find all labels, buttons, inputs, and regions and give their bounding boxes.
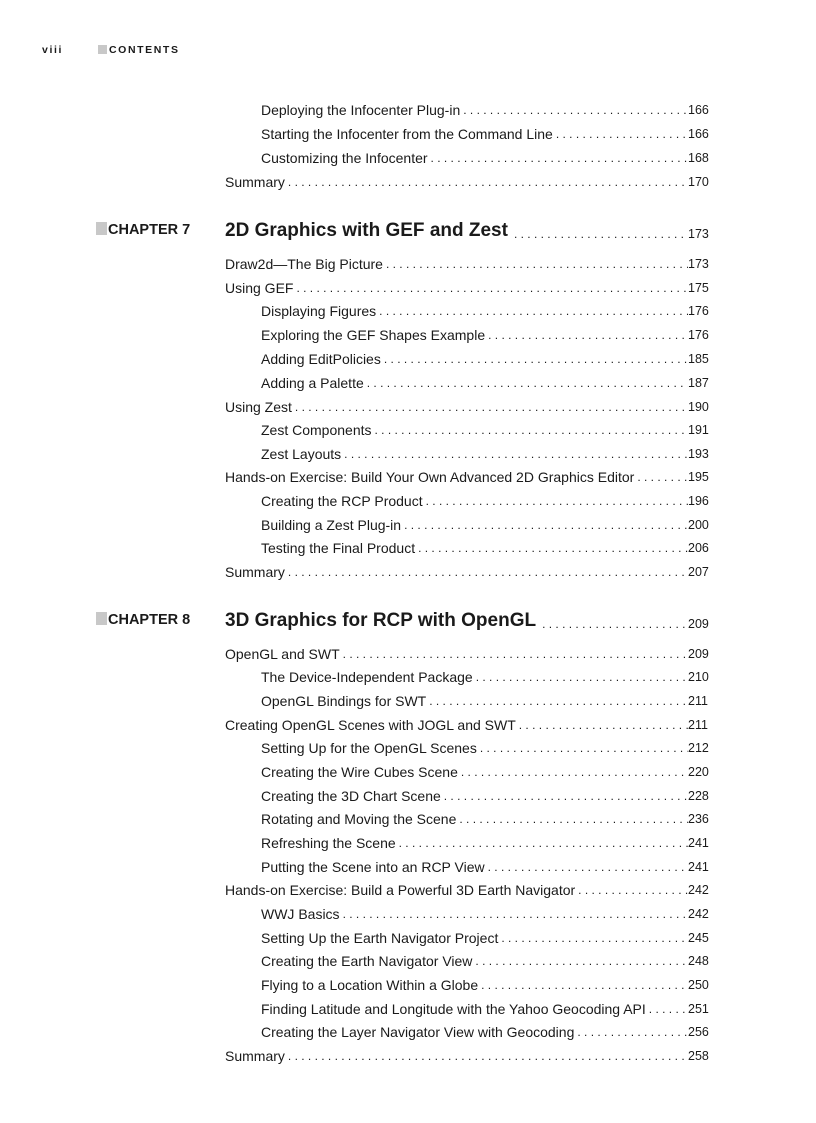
leader-dots — [478, 975, 688, 995]
leader-dots — [423, 491, 688, 511]
entry-title-row — [261, 833, 688, 853]
entry-title: Refreshing the Scene — [261, 835, 396, 851]
entry-title: Hands-on Exercise: Build Your Own Advanced 2D Graphics Editor — [225, 469, 635, 485]
entry-page-number: 250 — [688, 978, 709, 992]
entry-title: Customizing the Infocenter — [261, 150, 428, 166]
entry-page-number: 196 — [688, 494, 709, 508]
leader-dots — [340, 644, 688, 664]
entry-page-number: 241 — [688, 836, 709, 850]
chapter-title-row — [225, 608, 688, 634]
leader-dots — [553, 124, 688, 144]
toc-subsection-entry — [0, 999, 816, 1019]
leader-dots — [472, 951, 688, 971]
entry-title-row — [261, 373, 688, 393]
entry-page-number: 228 — [688, 789, 709, 803]
entry-title-row — [261, 762, 688, 782]
chapter-label — [96, 222, 190, 238]
entry-title: Putting the Scene into an RCP View — [261, 859, 485, 875]
leader-dots — [473, 667, 688, 687]
entry-page-number: 242 — [688, 907, 709, 921]
leader-dots — [364, 373, 688, 393]
toc-subsection-entry — [0, 928, 816, 948]
entry-title: Displaying Figures — [261, 303, 377, 319]
toc-subsection-entry — [0, 491, 816, 511]
entry-title-row — [261, 100, 688, 120]
leader-dots — [516, 715, 688, 735]
toc-section-entry — [0, 397, 816, 417]
entry-title: Creating the Wire Cubes Scene — [261, 764, 458, 780]
chapter-heading — [0, 608, 816, 634]
entry-title-row — [261, 515, 688, 535]
entry-title: The Device-Independent Package — [261, 669, 473, 685]
toc-section-entry — [0, 880, 816, 900]
leader-dots — [485, 857, 688, 877]
entry-title-row — [261, 786, 688, 806]
entry-title-row — [261, 349, 688, 369]
entry-title-row — [225, 880, 688, 900]
section-marker-icon — [98, 45, 107, 54]
entry-page-number: 258 — [688, 1049, 709, 1063]
toc-subsection-entry — [0, 100, 816, 120]
entry-title: Rotating and Moving the Scene — [261, 811, 457, 827]
entry-page-number: 256 — [688, 1025, 709, 1039]
entry-page-number: 187 — [688, 376, 709, 390]
toc-subsection-entry — [0, 833, 816, 853]
entry-page-number: 248 — [688, 954, 709, 968]
entry-page-number: 166 — [688, 103, 709, 117]
entry-page-number: 207 — [688, 565, 709, 579]
entry-page-number: 236 — [688, 812, 709, 826]
entry-title: Testing the Final Product — [261, 540, 416, 556]
entry-title: Setting Up for the OpenGL Scenes — [261, 740, 477, 756]
entry-title: Zest Layouts — [261, 446, 342, 462]
leader-dots — [293, 278, 688, 298]
toc-subsection-entry — [0, 124, 816, 144]
entry-title-row — [261, 491, 688, 511]
toc-section-entry — [0, 254, 816, 274]
toc-subsection-entry — [0, 420, 816, 440]
entry-page-number: 185 — [688, 352, 709, 366]
leader-dots — [456, 809, 688, 829]
toc-subsection-entry — [0, 975, 816, 995]
leader-dots — [458, 762, 688, 782]
entry-title: Creating the Layer Navigator View with Geocoding — [261, 1024, 575, 1040]
entry-page-number: 212 — [688, 741, 709, 755]
entry-title: Exploring the GEF Shapes Example — [261, 327, 486, 343]
entry-title: Draw2d—The Big Picture — [225, 256, 383, 272]
entry-title: Using GEF — [225, 280, 294, 296]
leader-dots — [460, 100, 688, 120]
entry-title-row — [225, 254, 688, 274]
entry-page-number: 210 — [688, 670, 709, 684]
running-head-text: CONTENTS — [109, 44, 180, 56]
entry-page-number: 168 — [688, 151, 709, 165]
entry-page-number: 251 — [688, 1002, 709, 1016]
chapter-label-text: CHAPTER 7 — [108, 222, 191, 238]
entry-title: Using Zest — [225, 399, 292, 415]
entry-title-row — [225, 397, 688, 417]
entry-title-row — [225, 467, 688, 487]
toc-section-entry — [0, 1046, 816, 1066]
entry-title: Deploying the Infocenter Plug-in — [261, 102, 461, 118]
running-head — [98, 44, 180, 56]
entry-title: Adding a Palette — [261, 375, 364, 391]
toc-section-entry — [0, 172, 816, 192]
entry-title: Setting Up the Earth Navigator Project — [261, 930, 499, 946]
entry-page-number: 195 — [688, 470, 709, 484]
toc-subsection-entry — [0, 809, 816, 829]
leader-dots — [285, 172, 688, 192]
toc-section-entry — [0, 562, 816, 582]
entry-title-row — [261, 999, 688, 1019]
entry-title-row — [225, 644, 688, 664]
toc-subsection-entry — [0, 691, 816, 711]
entry-page-number: 242 — [688, 883, 709, 897]
entry-title-row — [261, 738, 688, 758]
chapter-label-text: CHAPTER 8 — [108, 612, 191, 628]
entry-title-row — [261, 148, 688, 168]
chapter-page-number: 173 — [688, 227, 709, 241]
entry-title-row — [261, 857, 688, 877]
leader-dots — [508, 218, 688, 244]
toc-subsection-entry — [0, 349, 816, 369]
entry-title: OpenGL and SWT — [225, 646, 340, 662]
entry-title-row — [261, 124, 688, 144]
entry-title: Summary — [225, 564, 285, 580]
leader-dots — [575, 880, 688, 900]
entry-page-number: 193 — [688, 447, 709, 461]
entry-page-number: 241 — [688, 860, 709, 874]
leader-dots — [574, 1022, 688, 1042]
entry-page-number: 200 — [688, 518, 709, 532]
entry-title: Hands-on Exercise: Build a Powerful 3D Earth Navigator — [225, 882, 576, 898]
entry-title-row — [261, 904, 688, 924]
toc-subsection-entry — [0, 301, 816, 321]
entry-title-row — [225, 278, 688, 298]
entry-title: Creating OpenGL Scenes with JOGL and SWT — [225, 717, 516, 733]
toc-subsection-entry — [0, 148, 816, 168]
toc-subsection-entry — [0, 762, 816, 782]
leader-dots — [292, 397, 688, 417]
toc-section-entry — [0, 715, 816, 735]
entry-title: Starting the Infocenter from the Command Line — [261, 126, 553, 142]
toc-section-entry — [0, 467, 816, 487]
leader-dots — [372, 420, 689, 440]
chapter-title: 2D Graphics with GEF and Zest — [225, 220, 508, 241]
entry-title-row — [261, 538, 688, 558]
entry-page-number: 166 — [688, 127, 709, 141]
chapter-page-number: 209 — [688, 617, 709, 631]
entry-page-number: 220 — [688, 765, 709, 779]
entry-title-row — [261, 809, 688, 829]
leader-dots — [646, 999, 688, 1019]
entry-page-number: 245 — [688, 931, 709, 945]
entry-page-number: 206 — [688, 541, 709, 555]
entry-page-number: 175 — [688, 281, 709, 295]
toc-section-entry — [0, 278, 816, 298]
toc-subsection-entry — [0, 325, 816, 345]
leader-dots — [498, 928, 688, 948]
leader-dots — [341, 444, 688, 464]
leader-dots — [285, 1046, 688, 1066]
toc-subsection-entry — [0, 904, 816, 924]
toc-subsection-entry — [0, 667, 816, 687]
entry-title: Adding EditPolicies — [261, 351, 381, 367]
entry-title-row — [261, 301, 688, 321]
entry-title-row — [261, 420, 688, 440]
toc-subsection-entry — [0, 538, 816, 558]
entry-title: Summary — [225, 174, 285, 190]
entry-title-row — [261, 691, 688, 711]
toc-subsection-entry — [0, 786, 816, 806]
toc-section-entry — [0, 644, 816, 664]
entry-title: Summary — [225, 1048, 285, 1064]
chapter-title-row — [225, 218, 688, 244]
toc-subsection-entry — [0, 373, 816, 393]
leader-dots — [383, 254, 688, 274]
entry-title-row — [261, 928, 688, 948]
toc-subsection-entry — [0, 444, 816, 464]
entry-title: WWJ Basics — [261, 906, 340, 922]
entry-page-number: 170 — [688, 175, 709, 189]
leader-dots — [396, 833, 688, 853]
entry-title-row — [225, 562, 688, 582]
leader-dots — [381, 349, 688, 369]
entry-title-row — [261, 325, 688, 345]
leader-dots — [376, 301, 688, 321]
entry-title: Finding Latitude and Longitude with the Yahoo Geocoding API — [261, 1001, 646, 1017]
entry-title-row — [225, 715, 688, 735]
leader-dots — [477, 738, 688, 758]
entry-page-number: 190 — [688, 400, 709, 414]
entry-title-row — [261, 444, 688, 464]
chapter-heading — [0, 218, 816, 244]
entry-page-number: 191 — [688, 423, 709, 437]
entry-title: Flying to a Location Within a Globe — [261, 977, 479, 993]
leader-dots — [415, 538, 688, 558]
entry-title: Creating the 3D Chart Scene — [261, 788, 441, 804]
entry-title: Creating the Earth Navigator View — [261, 953, 473, 969]
entry-title: Building a Zest Plug-in — [261, 517, 402, 533]
entry-title: OpenGL Bindings for SWT — [261, 693, 427, 709]
entry-title-row — [225, 1046, 688, 1066]
leader-dots — [485, 325, 688, 345]
chapter-marker-icon — [96, 612, 107, 625]
chapter-label — [96, 612, 190, 628]
toc-subsection-entry — [0, 738, 816, 758]
leader-dots — [428, 148, 688, 168]
chapter-marker-icon — [96, 222, 107, 235]
entry-title: Creating the RCP Product — [261, 493, 423, 509]
entry-page-number: 173 — [688, 257, 709, 271]
entry-title-row — [261, 951, 688, 971]
entry-page-number: 211 — [688, 718, 708, 732]
entry-title: Zest Components — [261, 422, 372, 438]
entry-page-number: 209 — [688, 647, 709, 661]
entry-title-row — [225, 172, 688, 192]
toc-subsection-entry — [0, 857, 816, 877]
entry-title-row — [261, 667, 688, 687]
entry-page-number: 176 — [688, 328, 709, 342]
entry-page-number: 211 — [688, 694, 708, 708]
page-number: viii — [42, 44, 63, 56]
leader-dots — [441, 786, 688, 806]
toc-subsection-entry — [0, 515, 816, 535]
leader-dots — [536, 608, 688, 634]
entry-title-row — [261, 1022, 688, 1042]
toc-subsection-entry — [0, 951, 816, 971]
leader-dots — [340, 904, 688, 924]
entry-title-row — [261, 975, 688, 995]
leader-dots — [285, 562, 688, 582]
leader-dots — [401, 515, 688, 535]
toc-subsection-entry — [0, 1022, 816, 1042]
leader-dots — [426, 691, 688, 711]
entry-page-number: 176 — [688, 304, 709, 318]
chapter-title: 3D Graphics for RCP with OpenGL — [225, 610, 537, 631]
leader-dots — [634, 467, 688, 487]
